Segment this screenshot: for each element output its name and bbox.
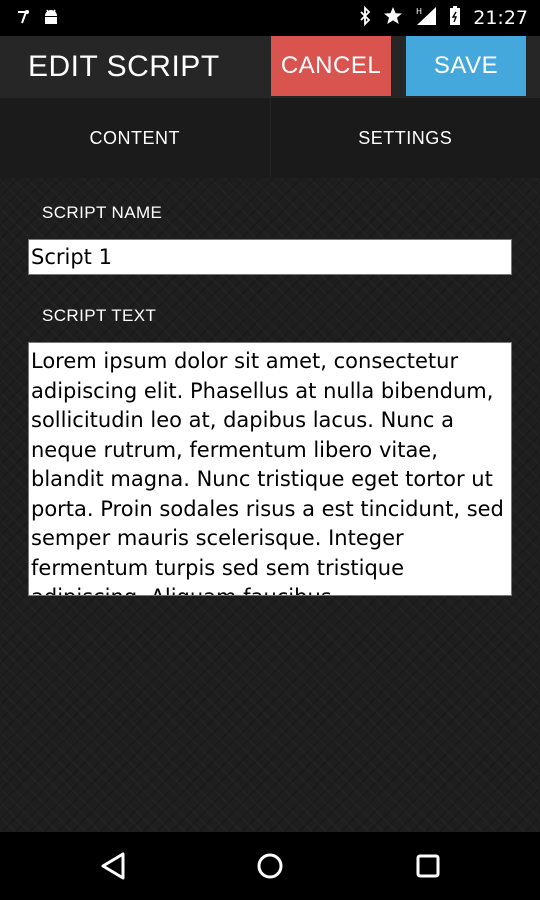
action-bar: [0, 36, 540, 100]
bluetooth-icon: [359, 6, 371, 31]
svg-text:H: H: [416, 6, 423, 16]
tab-content[interactable]: CONTENT: [0, 98, 270, 178]
script-text-input[interactable]: [28, 342, 512, 596]
cancel-button[interactable]: CANCEL: [271, 36, 391, 96]
home-icon[interactable]: [248, 846, 292, 886]
status-left-icons: [16, 7, 60, 29]
notification-icon: [16, 9, 30, 27]
signal-icon: [415, 6, 437, 31]
content-panel: [0, 178, 540, 832]
navigation-bar: [0, 832, 540, 900]
battery-icon: [449, 6, 461, 31]
star-icon: [383, 6, 403, 31]
status-right-icons: [359, 6, 528, 31]
script-text-label: SCRIPT TEXT: [42, 306, 157, 325]
android-debug-icon: [42, 7, 60, 29]
tab-settings[interactable]: SETTINGS: [270, 98, 540, 178]
status-time: 21:27: [473, 7, 528, 29]
page-title: EDIT SCRIPT: [28, 50, 220, 83]
script-name-label: SCRIPT NAME: [42, 203, 163, 222]
status-bar: [0, 0, 540, 36]
script-name-input[interactable]: [28, 239, 512, 275]
save-button[interactable]: SAVE: [406, 36, 526, 96]
back-icon[interactable]: [92, 846, 136, 886]
recents-icon[interactable]: [406, 846, 450, 886]
tab-bar: [0, 98, 540, 178]
